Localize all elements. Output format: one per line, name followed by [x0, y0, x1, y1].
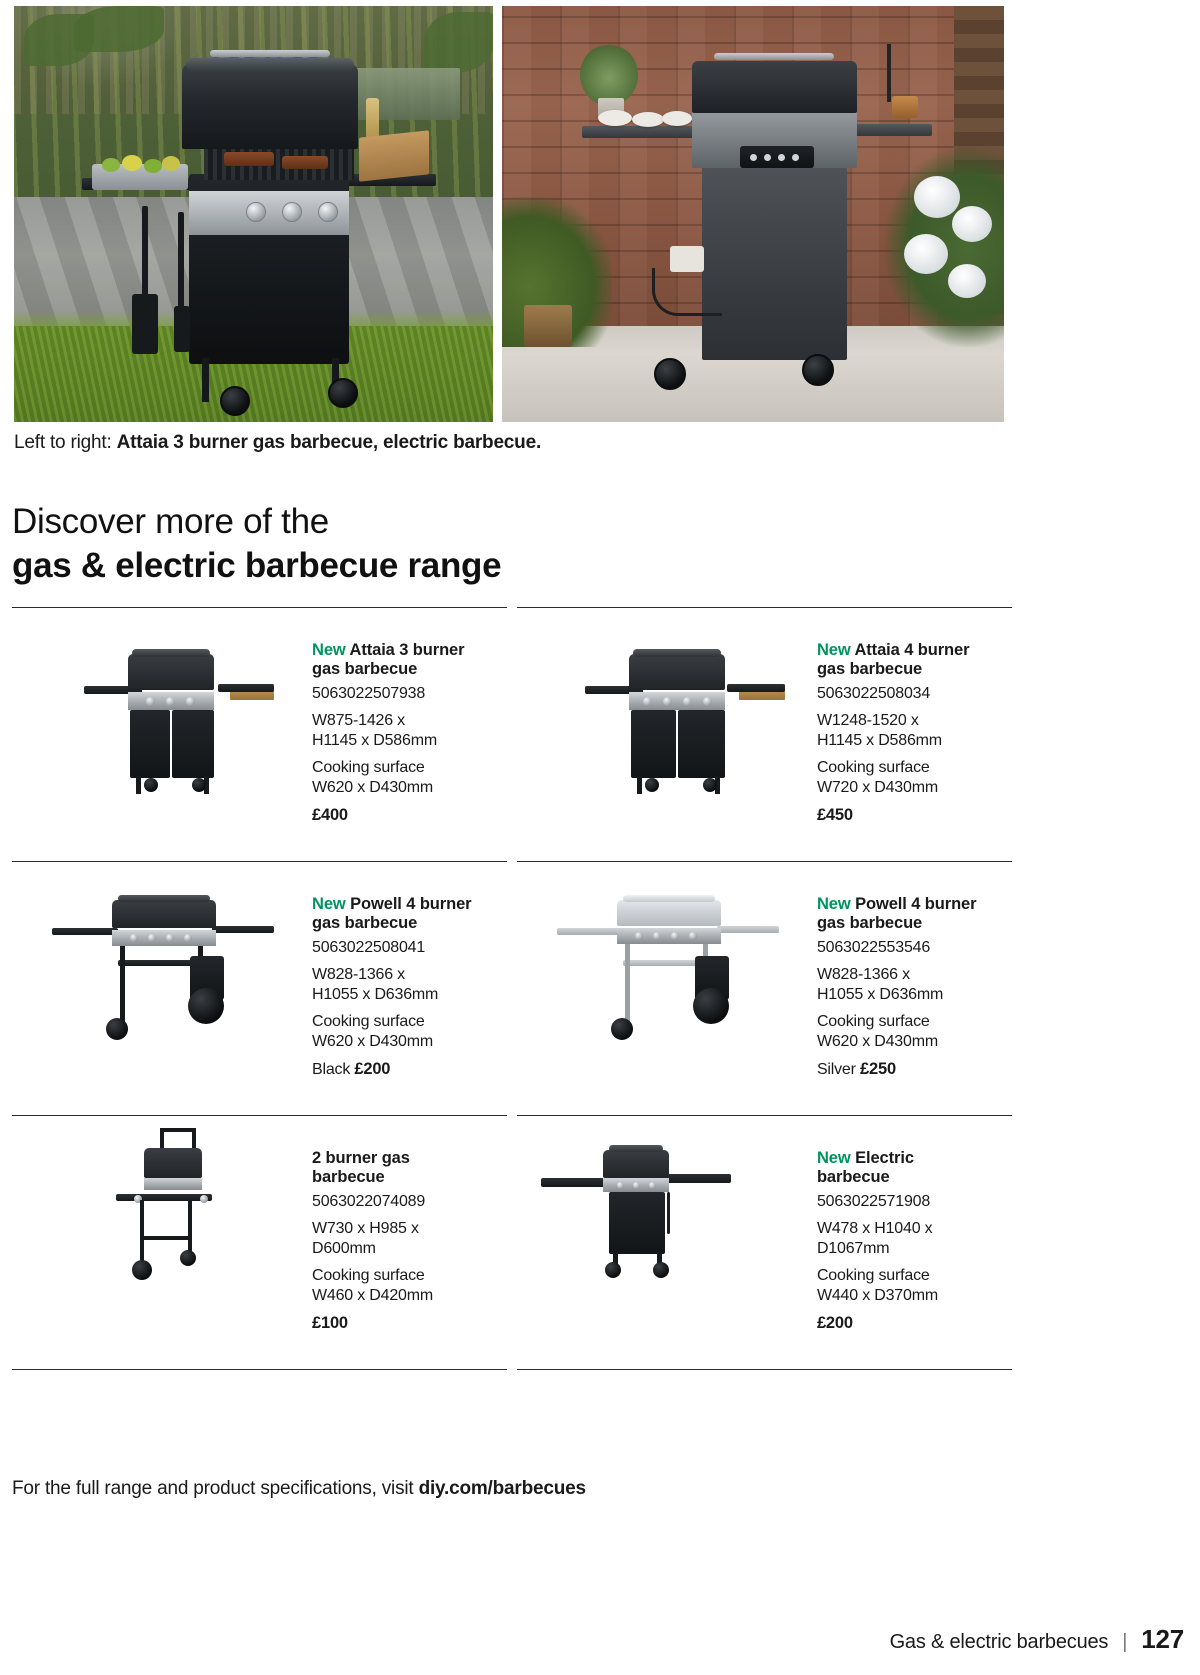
product-row: [12, 607, 1012, 861]
dims-line-2: H1055 x D636mm: [816, 986, 944, 1003]
hanging-utensil: [887, 44, 891, 102]
product-price-row: [312, 1059, 502, 1080]
product-cooking-surface: [312, 1012, 502, 1052]
product-card-attaia-4-burner[interactable]: [517, 607, 1012, 861]
dims-line-2: D1067mm: [816, 1240, 890, 1257]
product-price: £100: [312, 1314, 348, 1332]
product-info: [312, 862, 502, 1115]
column-gap: [507, 607, 517, 861]
product-title: [312, 641, 502, 679]
bbq-control-indicator: [792, 154, 799, 161]
product-title: [817, 1149, 1007, 1187]
product-name: Electric: [855, 1149, 914, 1167]
product-dimensions: [312, 711, 502, 751]
cooking-surface-dims: W620 x D430mm: [816, 1033, 938, 1050]
page-title-line1: Discover more of the: [12, 502, 329, 541]
product-price-row: [312, 805, 502, 826]
product-dimensions: [312, 1219, 502, 1259]
caption-bold: Attaia 3 burner gas barbecue, electric barbecue.: [116, 432, 542, 453]
bbq-lid: [692, 61, 857, 113]
leaf-shape: [74, 6, 164, 52]
vegetable: [162, 156, 180, 171]
new-badge: New: [816, 1149, 851, 1167]
bbq-wheel: [802, 354, 834, 386]
page-title-line2: gas & electric barbecue range: [12, 546, 502, 585]
product-price-row: [817, 805, 1007, 826]
bbq-spatula-handle: [142, 206, 148, 302]
product-title: [817, 641, 1007, 679]
product-info: [817, 862, 1007, 1115]
product-name: 2 burner gas: [312, 1149, 410, 1167]
new-badge: New: [816, 895, 851, 913]
product-name: Attaia 3 burner: [349, 641, 465, 659]
product-title: [312, 1149, 502, 1187]
hydrangea-flower: [914, 176, 960, 218]
bbq-control-knob: [282, 202, 302, 222]
bbq-lid-top: [186, 58, 354, 72]
product-card-electric[interactable]: [517, 1115, 1012, 1369]
vegetable: [102, 158, 120, 172]
grilled-food: [282, 156, 328, 169]
product-row: [12, 1115, 1012, 1369]
bbq-lid-handle: [210, 50, 330, 57]
rule-right: [517, 1369, 1012, 1370]
bbq-control-indicator: [750, 154, 757, 161]
product-card-powell-4-burner-black[interactable]: [12, 861, 507, 1115]
footer-link[interactable]: diy.com/barbecues: [418, 1478, 586, 1499]
product-grid: [12, 607, 1012, 1370]
cooking-surface-label: Cooking surface: [312, 1013, 425, 1030]
product-card-powell-4-burner-silver[interactable]: [517, 861, 1012, 1115]
vegetable: [144, 159, 162, 173]
column-gap: [507, 861, 517, 1115]
bbq-wheel: [220, 386, 250, 416]
bbq-cabinet: [702, 164, 847, 360]
page-number: 127: [1141, 1624, 1184, 1654]
bbq-tongs: [174, 306, 190, 352]
product-colour: Silver: [816, 1061, 861, 1078]
bbq-control-indicator: [764, 154, 771, 161]
cooking-surface-dims: W620 x D430mm: [312, 779, 433, 796]
product-info: [817, 1116, 1007, 1369]
bbq-side-shelf-left: [582, 126, 700, 138]
hero-photo-right: [502, 6, 1004, 422]
hydrangea-flower: [952, 206, 992, 242]
bbq-spatula: [132, 294, 158, 354]
page-footer: [890, 1624, 1184, 1655]
dims-line-2: D600mm: [312, 1240, 376, 1257]
product-row: [12, 861, 1012, 1115]
product-name-line2: gas barbecue: [816, 914, 923, 932]
product-image-attaia-3-burner: [12, 608, 312, 861]
dims-line-1: W875-1426 x: [312, 712, 405, 729]
product-price-row: [312, 1313, 502, 1334]
bbq-side-shelf-right: [850, 124, 932, 136]
column-gap: [507, 1369, 517, 1370]
footer-note: [12, 1478, 586, 1500]
product-name-line2: barbecue: [816, 1168, 890, 1186]
cooking-surface-label: Cooking surface: [312, 759, 425, 776]
power-cable: [652, 268, 722, 316]
product-cooking-surface: [312, 758, 502, 798]
serving-bowl: [632, 112, 664, 127]
bbq-leg: [202, 358, 209, 402]
new-badge: New: [312, 895, 346, 913]
product-code: 5063022571908: [816, 1193, 931, 1210]
vegetable: [122, 155, 142, 171]
product-colour: Black: [312, 1061, 355, 1078]
chopping-board: [359, 130, 429, 181]
bbq-control-indicator: [778, 154, 785, 161]
cooking-surface-dims: W720 x D430mm: [816, 779, 938, 796]
product-code: 5063022553546: [816, 939, 931, 956]
serving-bowl: [662, 111, 692, 126]
caption-prefix: Left to right:: [14, 432, 117, 453]
hydrangea-flower: [904, 234, 948, 274]
hero-caption: [14, 432, 541, 454]
dims-line-2: H1145 x D586mm: [816, 732, 942, 749]
product-price: £250: [860, 1060, 896, 1078]
bbq-lid: [182, 64, 358, 149]
product-cooking-surface: [817, 1266, 1007, 1306]
product-image-attaia-4-burner: [517, 608, 817, 861]
product-code: 5063022508041: [312, 939, 426, 956]
page-title: [12, 500, 501, 588]
product-dimensions: [817, 965, 1007, 1005]
product-card-2-burner-gas[interactable]: [12, 1115, 507, 1369]
footer-separator: |: [1122, 1631, 1128, 1653]
cooking-surface-label: Cooking surface: [816, 1013, 930, 1030]
serving-bowl: [598, 110, 632, 126]
product-cooking-surface: [312, 1266, 502, 1306]
cooking-surface-label: Cooking surface: [816, 759, 930, 776]
new-badge: New: [816, 641, 851, 659]
product-info: [817, 608, 1007, 861]
product-image-2-burner-gas: [12, 1116, 312, 1369]
grilled-food: [224, 152, 274, 166]
dims-line-1: W828-1366 x: [312, 966, 405, 983]
product-name-line2: gas barbecue: [816, 660, 923, 678]
product-image-powell-4-burner-black: [12, 862, 312, 1115]
dims-line-2: H1055 x D636mm: [312, 986, 439, 1003]
hero-image-row: [14, 6, 1004, 422]
column-gap: [507, 1115, 517, 1369]
product-price-row: [817, 1313, 1007, 1334]
dims-line-1: W730 x H985 x: [312, 1220, 419, 1237]
cooking-surface-dims: W620 x D430mm: [312, 1033, 433, 1050]
product-cooking-surface: [817, 758, 1007, 798]
bbq-wheel: [328, 378, 358, 408]
product-title: [312, 895, 502, 933]
product-price: £200: [354, 1060, 391, 1078]
dims-line-1: W1248-1520 x: [816, 712, 919, 729]
cooking-surface-dims: W440 x D370mm: [816, 1287, 938, 1304]
product-cooking-surface: [817, 1012, 1007, 1052]
bbq-control-knob: [246, 202, 266, 222]
cooking-surface-label: Cooking surface: [816, 1267, 930, 1284]
product-info: [312, 608, 502, 861]
product-name: Powell 4 burner: [855, 895, 977, 913]
footer-note-text: For the full range and product specifications, visit: [12, 1478, 419, 1499]
product-price: £400: [312, 806, 348, 824]
wooden-bucket: [524, 305, 572, 347]
product-name-line2: barbecue: [312, 1168, 385, 1186]
product-code: 5063022074089: [312, 1193, 426, 1210]
product-title: [817, 895, 1007, 933]
product-dimensions: [817, 1219, 1007, 1259]
grid-bottom-rules: [12, 1369, 1012, 1370]
leaf-shape: [424, 12, 493, 72]
bbq-tongs-handle: [178, 212, 184, 312]
product-name-line2: gas barbecue: [312, 914, 418, 932]
product-price: £450: [816, 806, 853, 824]
product-name: Attaia 4 burner: [854, 641, 970, 659]
product-image-powell-4-burner-silver: [517, 862, 817, 1115]
dims-line-2: H1145 x D586mm: [312, 732, 437, 749]
product-info: [312, 1116, 502, 1369]
bbq-lid-handle: [714, 53, 834, 60]
product-image-electric: [517, 1116, 817, 1369]
product-card-attaia-3-burner[interactable]: [12, 607, 507, 861]
product-price-row: [817, 1059, 1007, 1080]
rule-left: [12, 1369, 507, 1370]
dims-line-1: W828-1366 x: [816, 966, 910, 983]
product-name-line2: gas barbecue: [312, 660, 418, 678]
cooking-surface-dims: W460 x D420mm: [312, 1287, 433, 1304]
dims-line-1: W478 x H1040 x: [816, 1220, 933, 1237]
product-code: 5063022507938: [312, 685, 426, 702]
potted-plant: [580, 44, 638, 106]
product-code: 5063022508034: [816, 685, 931, 702]
hero-photo-left: [14, 6, 493, 422]
cooking-surface-label: Cooking surface: [312, 1267, 425, 1284]
footer-section-name: Gas & electric barbecues: [889, 1631, 1109, 1653]
bbq-control-knob: [318, 202, 338, 222]
bbq-wheel: [654, 358, 686, 390]
new-badge: New: [312, 641, 346, 659]
product-dimensions: [817, 711, 1007, 751]
product-dimensions: [312, 965, 502, 1005]
hydrangea-flower: [948, 264, 986, 298]
product-name: Powell 4 burner: [350, 895, 472, 913]
copper-pan: [892, 96, 918, 118]
product-price: £200: [816, 1314, 853, 1332]
